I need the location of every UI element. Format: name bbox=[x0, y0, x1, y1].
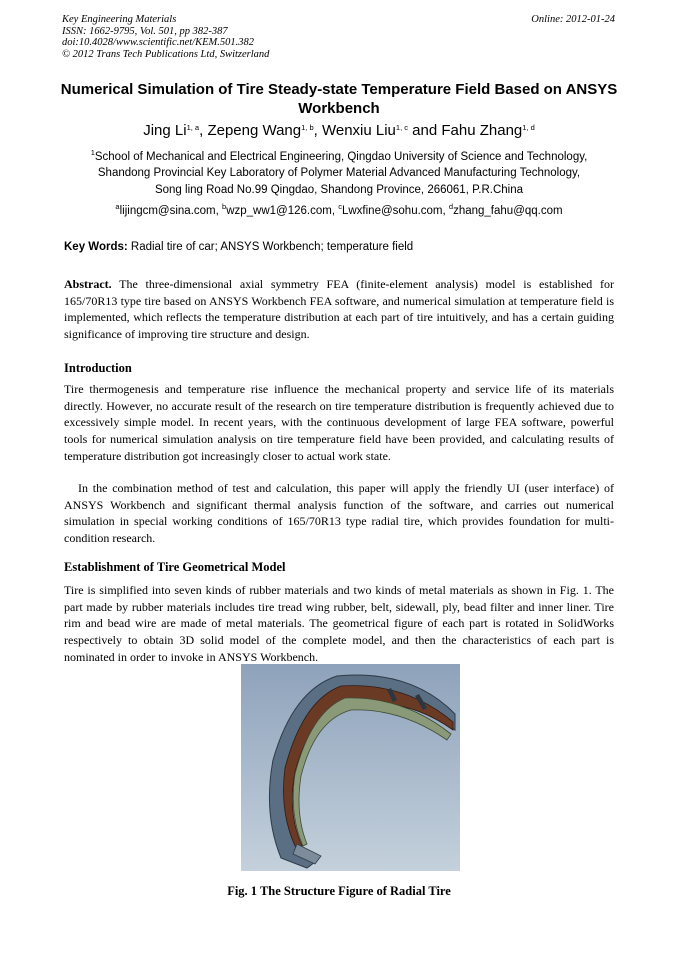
affiliation-line-2: Shandong Provincial Key Laboratory of Polymer Material Advanced Manufacturing Technology, bbox=[97, 167, 581, 179]
abstract-label: Abstract. bbox=[64, 277, 112, 291]
tire-structure-figure bbox=[241, 664, 460, 871]
online-date: Online: 2012-01-24 bbox=[531, 14, 615, 25]
figure-caption: Fig. 1 The Structure Figure of Radial Tire bbox=[227, 884, 451, 898]
author-name: Zepeng Wang bbox=[207, 122, 302, 139]
author-separator: , bbox=[199, 122, 208, 139]
keywords bbox=[64, 241, 413, 253]
affiliation bbox=[40, 149, 638, 181]
paper-title: Numerical Simulation of Tire Steady-state Temperature Field Based on ANSYS Workbench bbox=[60, 81, 618, 117]
abstract-paragraph bbox=[64, 276, 614, 343]
email-sup: a bbox=[115, 202, 120, 211]
author-and: and bbox=[408, 122, 442, 139]
journal-name: Key Engineering Materials bbox=[62, 14, 177, 25]
journal-header bbox=[62, 14, 269, 60]
email-link[interactable]: lijingcm@sina.com bbox=[119, 205, 216, 217]
author-list bbox=[40, 122, 638, 139]
email-sup: b bbox=[222, 202, 227, 211]
author-name: Wenxiu Liu bbox=[321, 122, 396, 139]
intro-paragraph-2: In the combination method of test and calculation, this paper will apply the friendly UI (user interface) of ANSYS Workbench and significant thermal analysis function of the software, and carries out numerical simulation in special working conditions of 165/70R13 type radial tire, which provides foundation for multi-condition research. bbox=[64, 481, 614, 546]
affiliation-address: Song ling Road No.99 Qingdao, Shandong Province, 266061, P.R.China bbox=[154, 184, 524, 196]
author-name: Jing Li bbox=[143, 122, 187, 139]
issn-line: ISSN: 1662-9795, Vol. 501, pp 382-387 bbox=[62, 25, 228, 37]
author-sup: 1, b bbox=[301, 123, 314, 132]
keywords-label: Key Words: bbox=[64, 241, 128, 253]
email-link[interactable]: wzp_ww1@126.com bbox=[226, 205, 332, 217]
email-link[interactable]: zhang_fahu@qq.com bbox=[453, 205, 563, 217]
doi-line: doi:10.4028/www.scientific.net/KEM.501.382 bbox=[62, 37, 254, 48]
affiliation-line-1: School of Mechanical and Electrical Engineering, Qingdao University of Science and Technology, bbox=[94, 151, 588, 163]
author-sup: 1, a bbox=[186, 123, 200, 132]
geometry-paragraph-1: Tire is simplified into seven kinds of rubber materials and two kinds of metal materials as shown in Fig. 1. The part made by rubber materials includes tire tread wing rubber, belt, sidewall, ply, bead filter and inner liner. Tire rim and bead wire are made of metal materials. The geometrical figure of each part is rotated in SolidWorks respectively to obtain 3D solid model of the complete model, and then the characteristics of each part is nominated in order to invoke in ANSYS Workbench. bbox=[64, 583, 614, 664]
email-sup: d bbox=[448, 202, 454, 211]
section-heading-geometry: Establishment of Tire Geometrical Model bbox=[64, 560, 286, 574]
email-list: $^a$lijingcm@sina.com, $^b$wzp_ww1@126.com, $^c$Lwxfine@sohu.com, $^d$zhang_fahu@qq.com bbox=[115, 202, 563, 217]
keywords-text: Radial tire of car; ANSYS Workbench; temperature field bbox=[127, 241, 414, 253]
section-heading-introduction: Introduction bbox=[64, 361, 132, 375]
abstract-text: The three-dimensional axial symmetry FEA (finite-element analysis) model is established for 165/70R13 type tire based on ANSYS Workbench FEA software, and numerical simulation at temperature field is implemented, which reflects the temperature distribution at each part of tire intuitively, and has a certain guiding significance of improving tire structure and design. bbox=[64, 277, 614, 342]
email-link[interactable]: Lwxfine@sohu.com bbox=[341, 205, 443, 217]
author-separator: , bbox=[313, 122, 322, 139]
author-sup: 1, d bbox=[522, 123, 535, 132]
affiliation-sup: 1 bbox=[90, 148, 95, 157]
author-sup: 1, c bbox=[395, 123, 408, 132]
copyright-line: © 2012 Trans Tech Publications Ltd, Switzerland bbox=[62, 48, 270, 60]
intro-paragraph-1: Tire thermogenesis and temperature rise influence the mechanical property and service life of its materials directly. However, no accurate result of the research on tire temperature distribution is frequently achieved due to excessively simple model. In recent years, with the continuous development of large FEA software, powerful tools for numerical simulation analysis on tire temperature field have been provided, and calculating results of temperature distribution got increasingly closer to actual work state. bbox=[64, 382, 614, 463]
author-name: Fahu Zhang bbox=[441, 122, 523, 139]
email-sup: c bbox=[338, 202, 342, 211]
tire-cross-section-image bbox=[241, 664, 460, 871]
